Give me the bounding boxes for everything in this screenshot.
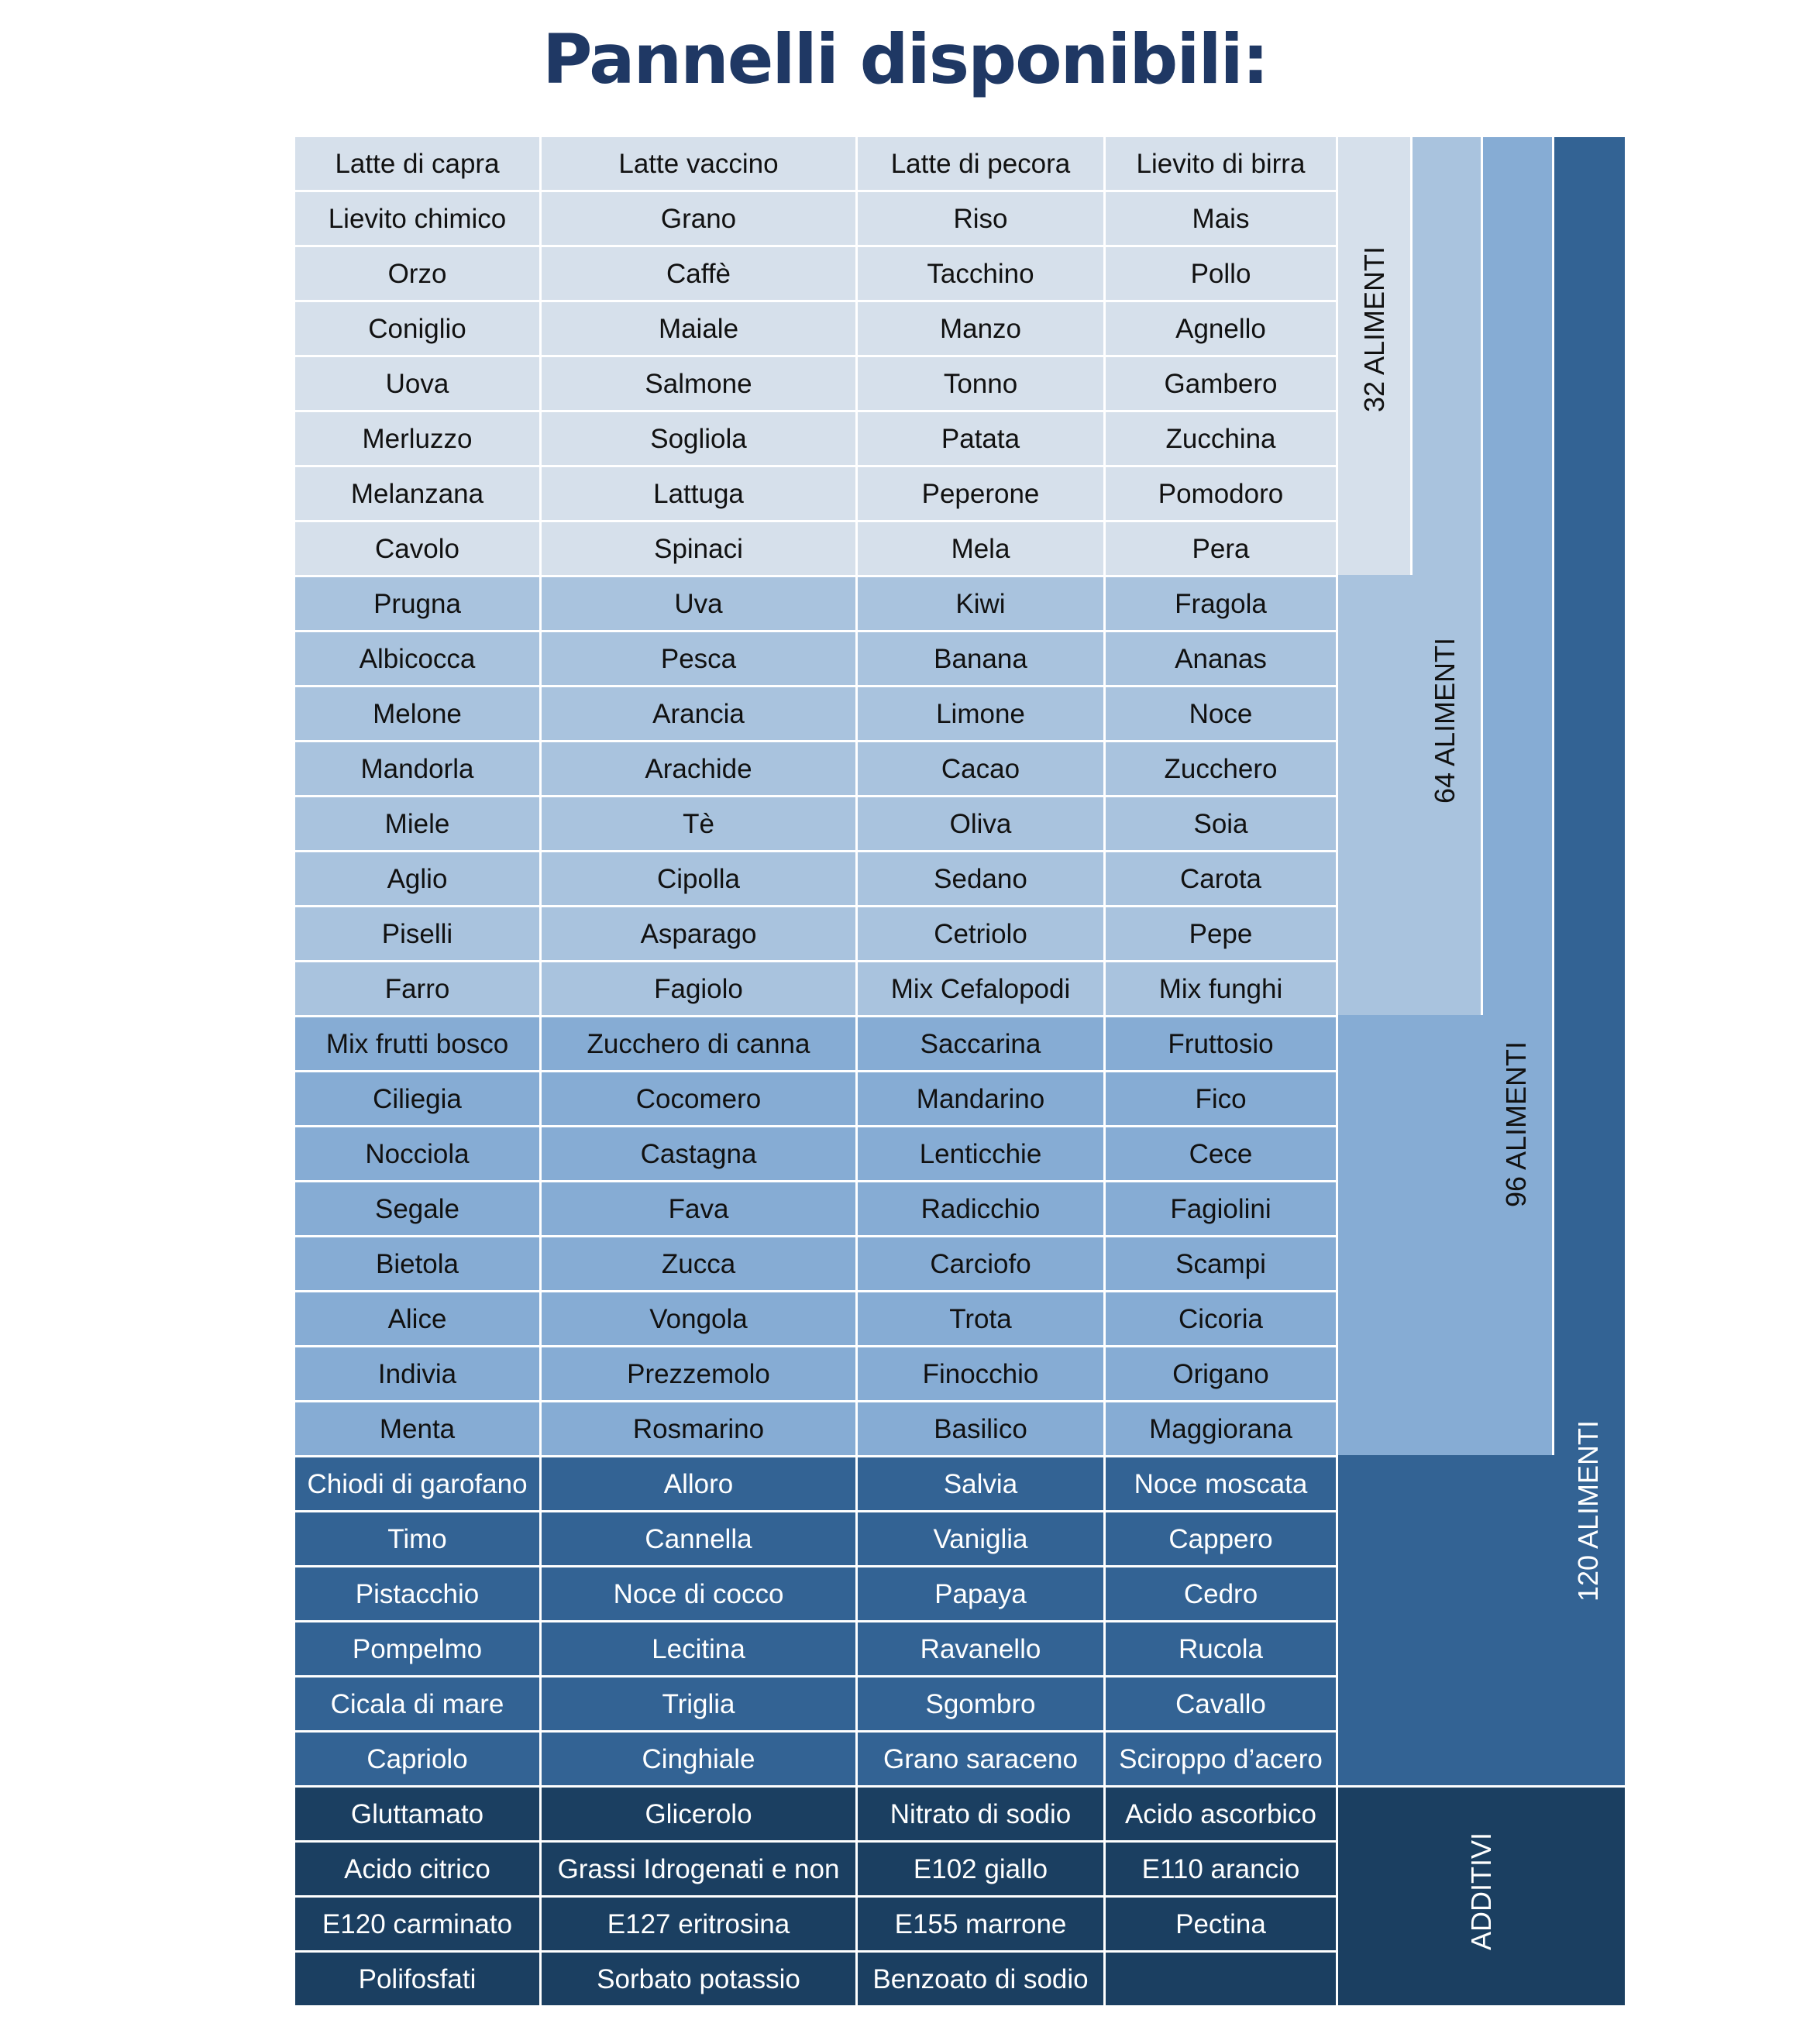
table-cell: Albicocca xyxy=(295,632,539,685)
tier-label-3: 96 ALIMENTI xyxy=(1500,1041,1532,1208)
table-cell: Banana xyxy=(858,632,1103,685)
table-cell: Timo xyxy=(295,1512,539,1565)
table-cell: Grano xyxy=(542,192,855,245)
page-title: Pannelli disponibili: xyxy=(542,19,1268,99)
table-cell: Agnello xyxy=(1106,302,1336,355)
table-cell: Origano xyxy=(1106,1347,1336,1400)
tier-label-1: 32 ALIMENTI xyxy=(1358,246,1390,413)
table-cell: Cicoria xyxy=(1106,1292,1336,1345)
table-cell: Arancia xyxy=(542,687,855,740)
table-cell: Lecitina xyxy=(542,1622,855,1675)
table-cell: Prugna xyxy=(295,577,539,630)
table-cell: Uova xyxy=(295,357,539,410)
table-cell: Fico xyxy=(1106,1072,1336,1125)
table-cell: Peperone xyxy=(858,467,1103,520)
table-cell: Manzo xyxy=(858,302,1103,355)
table-cell: Orzo xyxy=(295,247,539,300)
table-cell: Aglio xyxy=(295,852,539,905)
table-cell: Ciliegia xyxy=(295,1072,539,1125)
table-cell: Miele xyxy=(295,797,539,850)
table-cell: Zucca xyxy=(542,1237,855,1290)
table-cell: Acido ascorbico xyxy=(1106,1788,1336,1840)
table-cell: Bietola xyxy=(295,1237,539,1290)
table-cell: Triglia xyxy=(542,1678,855,1730)
table-cell: Pomodoro xyxy=(1106,467,1336,520)
table-cell: Riso xyxy=(858,192,1103,245)
table-cell: Pompelmo xyxy=(295,1622,539,1675)
table-cell: Ananas xyxy=(1106,632,1336,685)
table-cell: Mix Cefalopodi xyxy=(858,962,1103,1015)
table-cell: Cedro xyxy=(1106,1567,1336,1620)
table-cell: Mandorla xyxy=(295,742,539,795)
table-cell: Cetriolo xyxy=(858,907,1103,960)
table-cell: Limone xyxy=(858,687,1103,740)
table-cell: Sciroppo d’acero xyxy=(1106,1733,1336,1785)
table-cell: Tonno xyxy=(858,357,1103,410)
table-cell: Saccarina xyxy=(858,1017,1103,1070)
table-cell: Fragola xyxy=(1106,577,1336,630)
table-cell: Merluzzo xyxy=(295,412,539,465)
table-cell: Acido citrico xyxy=(295,1843,539,1895)
table-cell: Zucchero xyxy=(1106,742,1336,795)
table-cell: Kiwi xyxy=(858,577,1103,630)
table-cell: Maggiorana xyxy=(1106,1402,1336,1455)
table-cell: Fruttosio xyxy=(1106,1017,1336,1070)
table-cell: Zucchero di canna xyxy=(542,1017,855,1070)
table-cell: Cacao xyxy=(858,742,1103,795)
table-cell: Latte di capra xyxy=(295,137,539,190)
table-cell: Uva xyxy=(542,577,855,630)
table-cell: Indivia xyxy=(295,1347,539,1400)
table-cell: Mais xyxy=(1106,192,1336,245)
table-cell: Latte di pecora xyxy=(858,137,1103,190)
table-cell: Castagna xyxy=(542,1127,855,1180)
table-cell: Tacchino xyxy=(858,247,1103,300)
table-cell: Maiale xyxy=(542,302,855,355)
table-cell: Benzoato di sodio xyxy=(858,1953,1103,2005)
table-cell: Sedano xyxy=(858,852,1103,905)
table-cell: Cappero xyxy=(1106,1512,1336,1565)
table-cell: Scampi xyxy=(1106,1237,1336,1290)
table-cell: Latte vaccino xyxy=(542,137,855,190)
table-cell: Mandarino xyxy=(858,1072,1103,1125)
table-cell: Mela xyxy=(858,522,1103,575)
table-cell: Finocchio xyxy=(858,1347,1103,1400)
table-cell: Basilico xyxy=(858,1402,1103,1455)
table-cell: Noce moscata xyxy=(1106,1457,1336,1510)
table-cell: E155 marrone xyxy=(858,1898,1103,1950)
table-cell xyxy=(1106,1953,1336,2005)
table-cell: Farro xyxy=(295,962,539,1015)
table-cell: Patata xyxy=(858,412,1103,465)
table-cell: Gluttamato xyxy=(295,1788,539,1840)
tier-label-4: 120 ALIMENTI xyxy=(1572,1419,1604,1602)
table-cell: Fagiolini xyxy=(1106,1182,1336,1235)
table-cell: Radicchio xyxy=(858,1182,1103,1235)
table-cell: Mix frutti bosco xyxy=(295,1017,539,1070)
table-cell: Alloro xyxy=(542,1457,855,1510)
table-cell: Lievito di birra xyxy=(1106,137,1336,190)
table-cell: Papaya xyxy=(858,1567,1103,1620)
table-cell: Sgombro xyxy=(858,1678,1103,1730)
table-cell: Caffè xyxy=(542,247,855,300)
table-cell: Grano saraceno xyxy=(858,1733,1103,1785)
table-cell: Tè xyxy=(542,797,855,850)
table-cell: Chiodi di garofano xyxy=(295,1457,539,1510)
table-cell: Fagiolo xyxy=(542,962,855,1015)
table-cell: Sogliola xyxy=(542,412,855,465)
table-cell: Noce di cocco xyxy=(542,1567,855,1620)
table-cell: E102 giallo xyxy=(858,1843,1103,1895)
table-cell: Cannella xyxy=(542,1512,855,1565)
table-cell: Pistacchio xyxy=(295,1567,539,1620)
table-cell: Pollo xyxy=(1106,247,1336,300)
table-cell: Prezzemolo xyxy=(542,1347,855,1400)
table-cell: Capriolo xyxy=(295,1733,539,1785)
table-cell: Lenticchie xyxy=(858,1127,1103,1180)
tier-label-5: ADDITIVI xyxy=(1465,1832,1497,1951)
table-cell: Ravanello xyxy=(858,1622,1103,1675)
table-cell: Mix funghi xyxy=(1106,962,1336,1015)
table-cell: Salmone xyxy=(542,357,855,410)
table-cell: Melanzana xyxy=(295,467,539,520)
table-cell: Pera xyxy=(1106,522,1336,575)
table-cell: Arachide xyxy=(542,742,855,795)
table-cell: Melone xyxy=(295,687,539,740)
table-cell: Segale xyxy=(295,1182,539,1235)
table-cell: Asparago xyxy=(542,907,855,960)
table-cell: Piselli xyxy=(295,907,539,960)
table-cell: Trota xyxy=(858,1292,1103,1345)
table-cell: Coniglio xyxy=(295,302,539,355)
table-cell: Cocomero xyxy=(542,1072,855,1125)
table-cell: Pesca xyxy=(542,632,855,685)
table-cell: Salvia xyxy=(858,1457,1103,1510)
table-cell: Soia xyxy=(1106,797,1336,850)
table-cell: Sorbato potassio xyxy=(542,1953,855,2005)
table-cell: Oliva xyxy=(858,797,1103,850)
table-cell: Pectina xyxy=(1106,1898,1336,1950)
table-cell: Fava xyxy=(542,1182,855,1235)
table-cell: Lattuga xyxy=(542,467,855,520)
table-cell: Pepe xyxy=(1106,907,1336,960)
table-cell: Grassi Idrogenati e non xyxy=(542,1843,855,1895)
table-cell: Rucola xyxy=(1106,1622,1336,1675)
table-cell: E110 arancio xyxy=(1106,1843,1336,1895)
table-cell: Zucchina xyxy=(1106,412,1336,465)
table-cell: Glicerolo xyxy=(542,1788,855,1840)
table-cell: Cicala di mare xyxy=(295,1678,539,1730)
table-cell: Nocciola xyxy=(295,1127,539,1180)
table-cell: Cinghiale xyxy=(542,1733,855,1785)
table-cell: Carota xyxy=(1106,852,1336,905)
table-cell: E120 carminato xyxy=(295,1898,539,1950)
table-cell: Cipolla xyxy=(542,852,855,905)
table-cell: Gambero xyxy=(1106,357,1336,410)
table-cell: Vongola xyxy=(542,1292,855,1345)
table-cell: Carciofo xyxy=(858,1237,1103,1290)
table-cell: Lievito chimico xyxy=(295,192,539,245)
table-cell: Polifosfati xyxy=(295,1953,539,2005)
table-cell: Vaniglia xyxy=(858,1512,1103,1565)
table-cell: Alice xyxy=(295,1292,539,1345)
table-cell: Spinaci xyxy=(542,522,855,575)
table-cell: Cavallo xyxy=(1106,1678,1336,1730)
table-cell: Menta xyxy=(295,1402,539,1455)
table-cell: E127 eritrosina xyxy=(542,1898,855,1950)
table-cell: Nitrato di sodio xyxy=(858,1788,1103,1840)
table-cell: Noce xyxy=(1106,687,1336,740)
table-cell: Rosmarino xyxy=(542,1402,855,1455)
table-cell: Cavolo xyxy=(295,522,539,575)
tier-label-2: 64 ALIMENTI xyxy=(1429,637,1461,804)
table-cell: Cece xyxy=(1106,1127,1336,1180)
